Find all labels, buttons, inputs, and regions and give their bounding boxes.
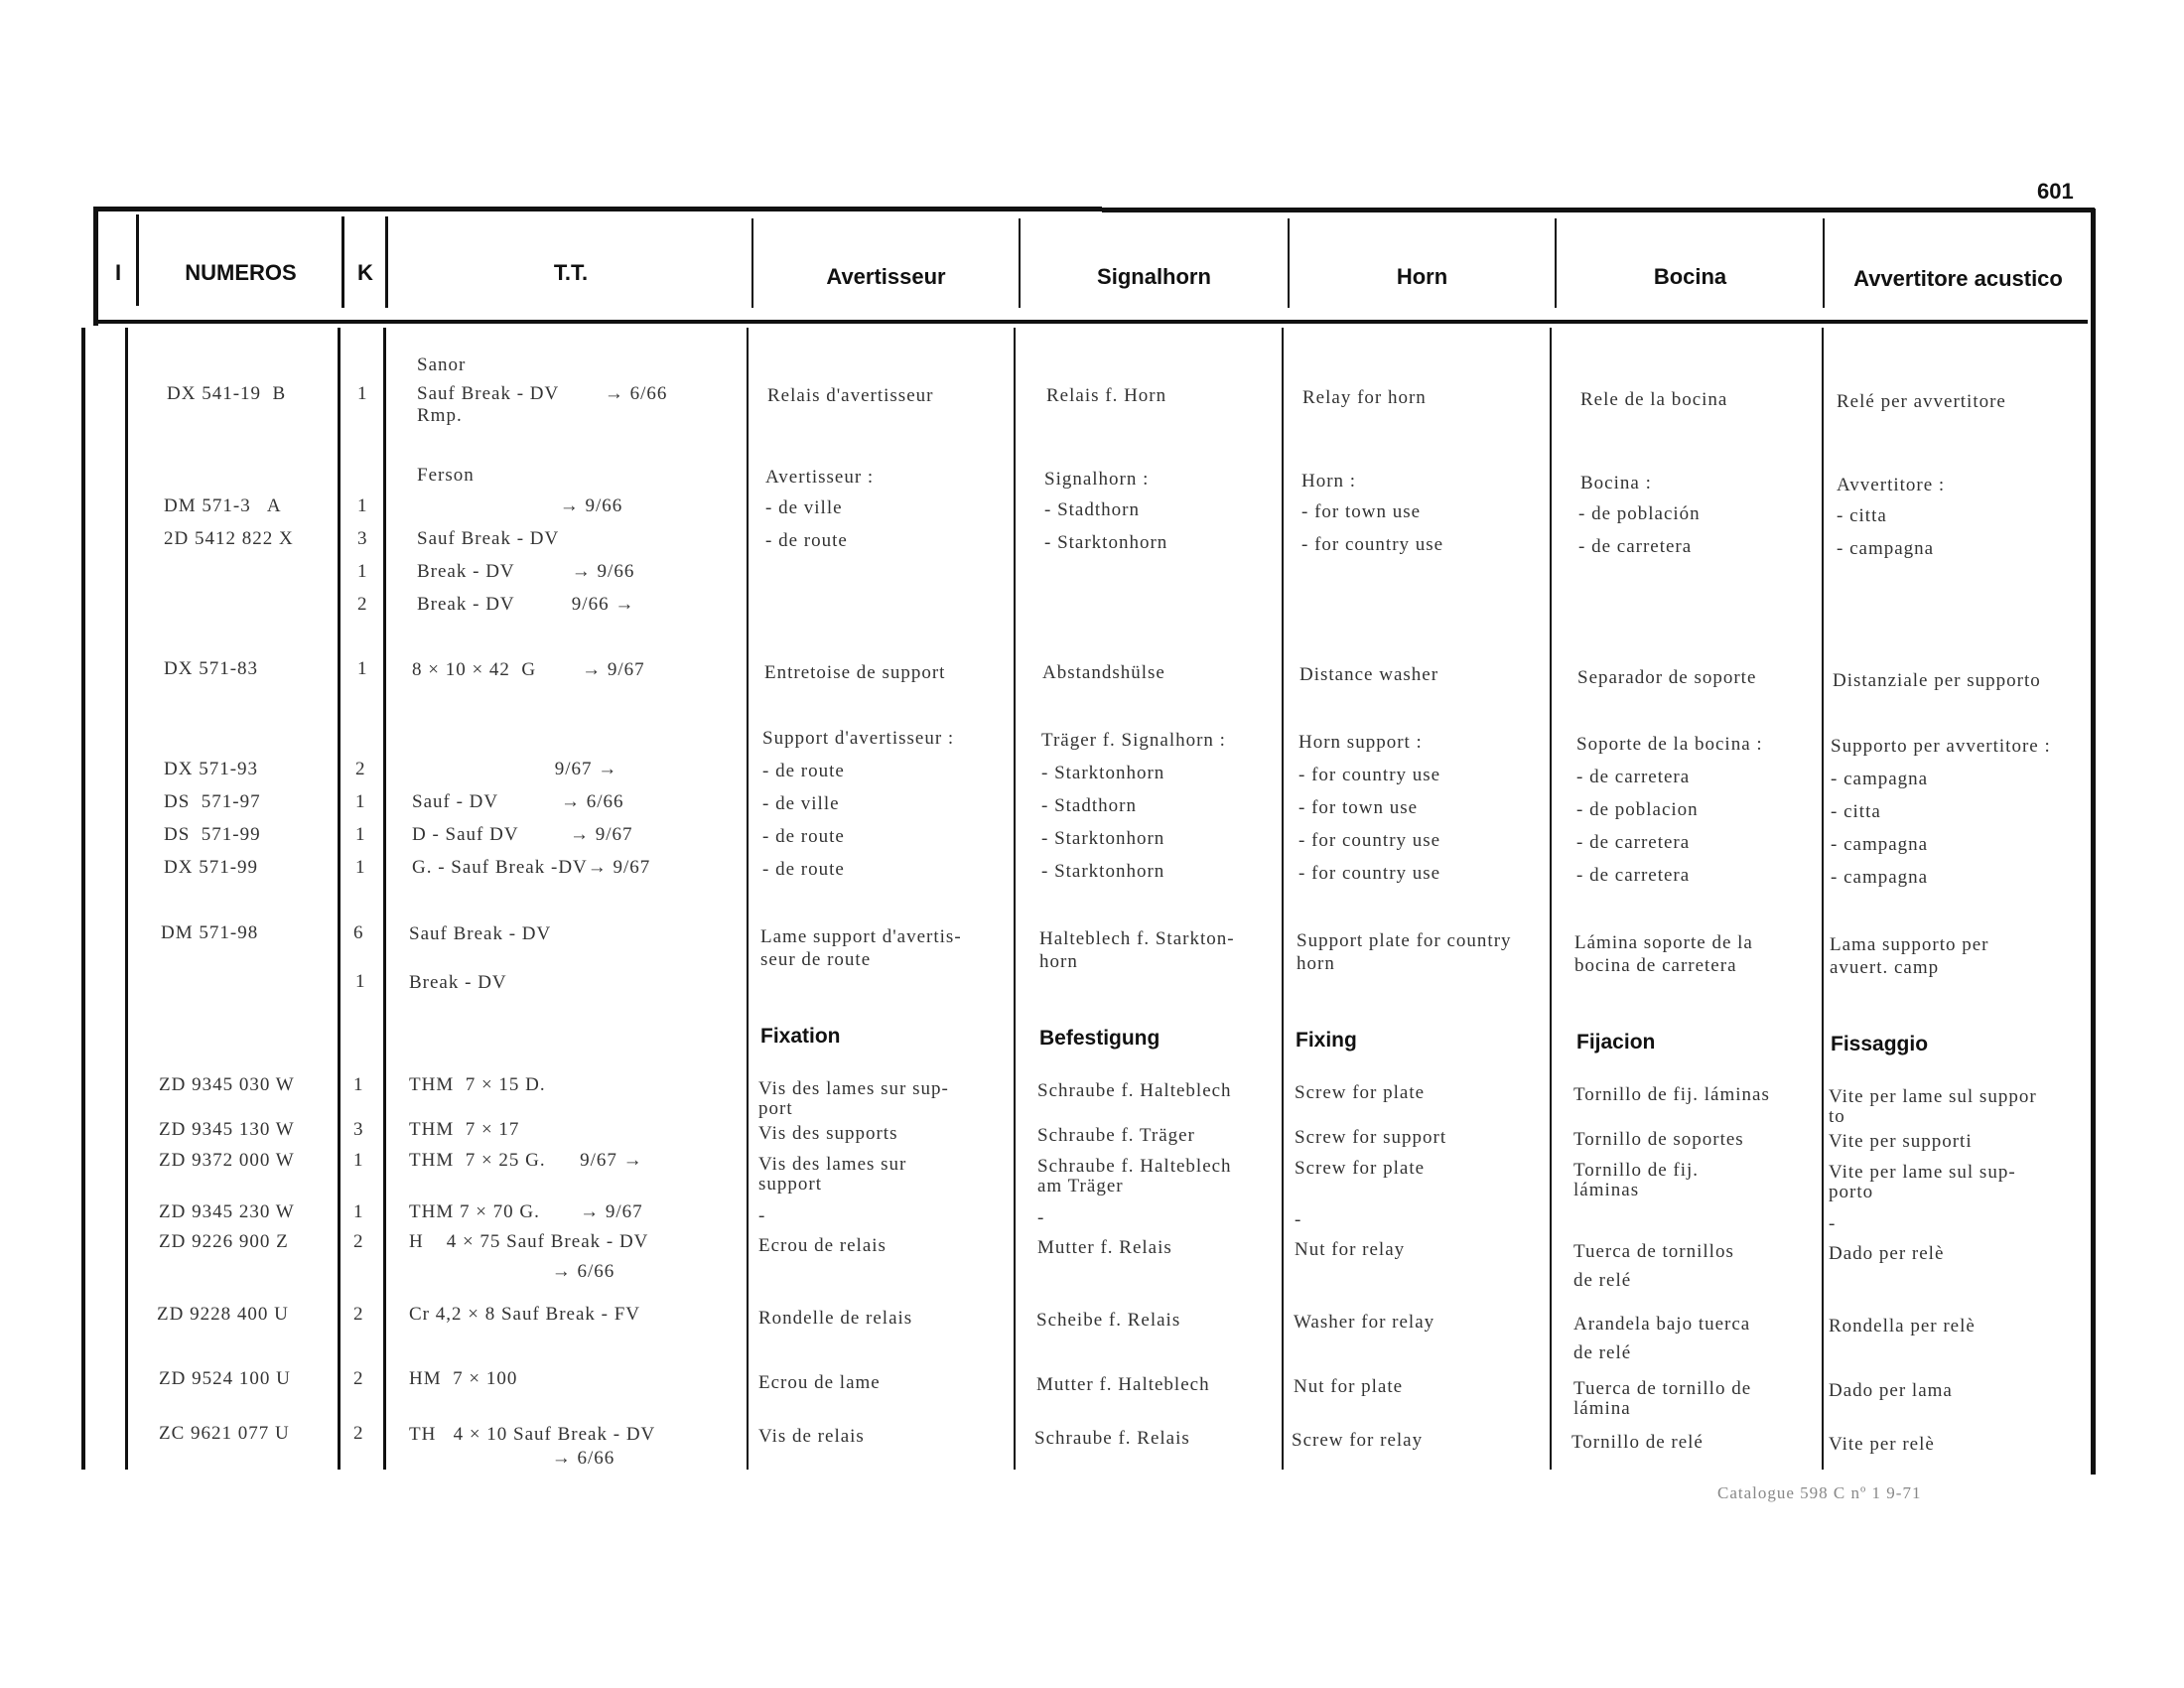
row-8-num: ZD 9372 000 W	[159, 1150, 295, 1171]
row-2-k-4: 2	[357, 594, 368, 615]
body-sep-7	[1550, 328, 1552, 1470]
row-2-es-0: Bocina :	[1580, 473, 1652, 493]
body-sep-8	[1822, 328, 1824, 1470]
section-fixation-it: Fissaggio	[1831, 1033, 1929, 1055]
row-3-de: Abstandshülse	[1042, 662, 1165, 683]
catalogue-reference: Catalogue 598 C nº 1 9-71	[1717, 1483, 1922, 1502]
right-edge	[2091, 209, 2096, 1475]
row-6-fr-1: port	[758, 1098, 793, 1119]
row-4-it-1: - campagna	[1831, 769, 1929, 789]
row-4-k-1: 2	[355, 759, 366, 779]
row-1-tt-1: Sauf Break - DV → 6/66	[417, 383, 668, 404]
row-2-fr-0: Avertisseur :	[765, 467, 875, 488]
row-5-en-1: horn	[1297, 953, 1335, 974]
row-12-es-0: Tuerca de tornillo de	[1573, 1378, 1752, 1399]
table-top-rule	[93, 207, 1102, 211]
row-5-es-0: Lámina soporte de la	[1574, 932, 1753, 953]
row-3-it: Distanziale per supporto	[1833, 670, 2041, 691]
row-2-en-1: - for town use	[1301, 501, 1422, 522]
row-2-tt-4: Break - DV 9/66 →	[417, 594, 635, 615]
header-en: Horn	[1396, 264, 1448, 289]
row-4-es-1: - de carretera	[1576, 767, 1691, 787]
row-2-fr-1: - de ville	[765, 497, 843, 518]
row-4-it-2: - citta	[1831, 801, 1881, 822]
body-sep-1	[125, 328, 128, 1470]
row-3-en: Distance washer	[1299, 664, 1439, 685]
row-4-fr-4: - de route	[762, 859, 845, 880]
row-11-es-0: Arandela bajo tuerca	[1573, 1314, 1751, 1335]
header-index: I	[114, 260, 122, 285]
row-7-de: Schraube f. Träger	[1037, 1125, 1195, 1146]
row-2-it-1: - citta	[1837, 505, 1887, 526]
row-11-fr: Rondelle de relais	[758, 1308, 913, 1329]
row-11-es-1: de relé	[1573, 1342, 1632, 1363]
row-1-tt-0: Sanor	[417, 354, 467, 375]
header-sep-5	[1019, 218, 1021, 308]
body-sep-2	[338, 328, 341, 1470]
row-11-tt: Cr 4,2 × 8 Sauf Break - FV	[409, 1304, 641, 1325]
header-es: Bocina	[1653, 264, 1727, 289]
row-6-it-0: Vite per lame sul suppor	[1829, 1086, 2037, 1107]
row-4-it-3: - campagna	[1831, 834, 1929, 855]
row-4-de-1: - Starktonhorn	[1041, 763, 1165, 783]
row-4-k-3: 1	[355, 824, 366, 845]
row-7-es: Tornillo de soportes	[1573, 1129, 1744, 1150]
row-1-fr: Relais d'avertisseur	[767, 385, 934, 406]
row-2-es-1: - de población	[1578, 503, 1701, 524]
body-sep-6	[1282, 328, 1284, 1470]
left-edge-top	[93, 207, 98, 326]
row-5-de-1: horn	[1039, 951, 1078, 972]
row-6-es: Tornillo de fij. láminas	[1573, 1084, 1770, 1105]
row-2-en-0: Horn :	[1301, 471, 1357, 492]
row-5-en-0: Support plate for country	[1297, 930, 1512, 951]
row-10-tt-0: H 4 × 75 Sauf Break - DV	[409, 1231, 649, 1252]
row-5-es-1: bocina de carretera	[1574, 955, 1737, 976]
row-8-k: 1	[353, 1150, 364, 1171]
row-8-fr-1: support	[758, 1174, 822, 1195]
row-4-tt-2: Sauf - DV → 6/66	[412, 791, 624, 812]
row-4-en-2: - for town use	[1298, 797, 1419, 818]
row-4-num-4: DX 571-99	[164, 857, 259, 878]
row-10-tt-1: → 6/66	[409, 1261, 615, 1282]
row-4-de-2: - Stadthorn	[1041, 795, 1137, 816]
row-1-it: Relé per avvertitore	[1837, 391, 2006, 412]
section-fixation-es: Fijacion	[1576, 1031, 1656, 1054]
row-6-de: Schraube f. Halteblech	[1037, 1080, 1232, 1101]
row-5-it-1: avuert. camp	[1830, 957, 1940, 978]
row-2-tt-1: → 9/66	[417, 495, 623, 516]
row-12-en: Nut for plate	[1294, 1376, 1404, 1397]
row-8-es-1: láminas	[1573, 1180, 1640, 1200]
body-sep-5	[1014, 328, 1016, 1470]
row-6-it-1: to	[1829, 1106, 1845, 1127]
row-7-en: Screw for support	[1295, 1127, 1447, 1148]
row-3-num: DX 571-83	[164, 658, 259, 679]
row-10-k: 2	[353, 1231, 364, 1252]
row-4-it-4: - campagna	[1831, 867, 1929, 888]
row-3-fr: Entretoise de support	[764, 662, 946, 683]
row-8-en: Screw for plate	[1295, 1158, 1426, 1179]
header-sep-3	[385, 216, 388, 308]
row-13-de: Schraube f. Relais	[1034, 1428, 1190, 1449]
header-sep-2	[341, 216, 344, 308]
row-11-k: 2	[353, 1304, 364, 1325]
row-2-num-1: DM 571-3 A	[164, 495, 282, 516]
row-13-fr: Vis de relais	[758, 1426, 865, 1447]
row-8-de-1: am Träger	[1037, 1176, 1124, 1196]
row-9-tt: THM 7 × 70 G. → 9/67	[409, 1201, 643, 1222]
row-4-es-4: - de carretera	[1576, 865, 1691, 886]
row-4-fr-1: - de route	[762, 761, 845, 781]
row-4-de-3: - Starktonhorn	[1041, 828, 1165, 849]
page-number: 601	[2037, 179, 2074, 204]
row-7-tt: THM 7 × 17	[409, 1119, 520, 1140]
row-5-it-0: Lama supporto per	[1830, 934, 1989, 955]
row-12-k: 2	[353, 1368, 364, 1389]
row-10-de: Mutter f. Relais	[1037, 1237, 1172, 1258]
body-sep-3	[383, 328, 386, 1470]
row-2-es-2: - de carretera	[1578, 536, 1693, 557]
row-2-de-0: Signalhorn :	[1044, 469, 1150, 490]
row-4-en-1: - for country use	[1298, 765, 1441, 785]
row-2-it-2: - campagna	[1837, 538, 1935, 559]
row-2-tt-2: Sauf Break - DV	[417, 528, 560, 549]
row-3-tt: 8 × 10 × 42 G → 9/67	[412, 659, 645, 680]
section-fixation-en: Fixing	[1296, 1029, 1357, 1052]
row-4-en-4: - for country use	[1298, 863, 1441, 884]
row-2-k-2: 3	[357, 528, 368, 549]
row-4-num-2: DS 571-97	[164, 791, 261, 812]
table-top-rule-right	[1102, 208, 2095, 212]
row-12-es-1: lámina	[1573, 1398, 1631, 1419]
row-6-k: 1	[353, 1074, 364, 1095]
row-4-en-0: Horn support :	[1298, 732, 1423, 753]
row-11-en: Washer for relay	[1294, 1312, 1435, 1333]
row-4-it-0: Supporto per avvertitore :	[1831, 736, 2051, 757]
row-2-tt-0: Ferson	[417, 465, 475, 486]
row-2-de-2: - Starktonhorn	[1044, 532, 1168, 553]
row-4-fr-0: Support d'avertisseur :	[762, 728, 955, 749]
section-fixation-de: Befestigung	[1039, 1027, 1160, 1050]
row-12-tt: HM 7 × 100	[409, 1368, 518, 1389]
row-4-num-3: DS 571-99	[164, 824, 261, 845]
row-2-fr-2: - de route	[765, 530, 848, 551]
row-7-it: Vite per supporti	[1829, 1131, 1973, 1152]
row-9-en: -	[1295, 1209, 1302, 1230]
body-sep-4	[747, 328, 749, 1470]
row-11-num: ZD 9228 400 U	[157, 1304, 289, 1325]
row-1-tt-2: Rmp.	[417, 405, 463, 426]
row-6-fr-0: Vis des lames sur sup-	[758, 1078, 949, 1099]
header-it: Avvertitore acustico	[1853, 266, 2063, 291]
row-13-es: Tornillo de relé	[1571, 1432, 1704, 1453]
header-sep-8	[1823, 218, 1825, 308]
row-12-de: Mutter f. Halteblech	[1036, 1374, 1210, 1395]
row-4-es-0: Soporte de la bocina :	[1576, 734, 1763, 755]
header-sep-4	[751, 218, 753, 308]
row-5-de-0: Halteblech f. Starkton-	[1039, 928, 1235, 949]
row-1-es: Rele de la bocina	[1580, 389, 1728, 410]
row-6-num: ZD 9345 030 W	[159, 1074, 295, 1095]
row-4-k-2: 1	[355, 791, 366, 812]
row-10-fr: Ecrou de relais	[758, 1235, 887, 1256]
row-8-tt: THM 7 × 25 G. 9/67 →	[409, 1150, 643, 1171]
row-4-fr-3: - de route	[762, 826, 845, 847]
row-8-it-1: porto	[1829, 1182, 1874, 1202]
row-9-de: -	[1037, 1207, 1045, 1228]
row-1-k: 1	[357, 383, 368, 404]
header-sep-1	[136, 214, 139, 306]
row-8-es-0: Tornillo de fij.	[1573, 1160, 1700, 1181]
section-fixation-fr: Fixation	[760, 1025, 841, 1048]
row-5-num: DM 571-98	[161, 922, 259, 943]
row-13-tt-0: TH 4 × 10 Sauf Break - DV	[409, 1424, 656, 1445]
row-2-it-0: Avvertitore :	[1837, 475, 1946, 495]
row-10-en: Nut for relay	[1295, 1239, 1406, 1260]
row-1-num: DX 541-19 B	[167, 383, 287, 404]
row-12-num: ZD 9524 100 U	[159, 1368, 291, 1389]
row-4-k-4: 1	[355, 857, 366, 878]
row-5-fr-1: seur de route	[760, 949, 872, 970]
row-10-it: Dado per relè	[1829, 1243, 1945, 1264]
row-12-it: Dado per lama	[1829, 1380, 1953, 1401]
row-4-tt-4: G. - Sauf Break -DV→ 9/67	[412, 857, 651, 878]
row-7-num: ZD 9345 130 W	[159, 1119, 295, 1140]
row-2-num-2: 2D 5412 822 X	[164, 528, 294, 549]
row-13-k: 2	[353, 1423, 364, 1444]
row-1-en: Relay for horn	[1302, 387, 1427, 408]
row-4-es-3: - de carretera	[1576, 832, 1691, 853]
row-4-de-0: Träger f. Signalhorn :	[1041, 730, 1226, 751]
header-numeros: NUMEROS	[185, 260, 297, 285]
header-sep-7	[1555, 218, 1557, 308]
row-11-de: Scheibe f. Relais	[1036, 1310, 1181, 1331]
row-8-fr-0: Vis des lames sur	[758, 1154, 907, 1175]
row-9-k: 1	[353, 1201, 364, 1222]
row-3-k: 1	[357, 658, 368, 679]
row-2-k-1: 1	[357, 495, 368, 516]
row-8-de-0: Schraube f. Halteblech	[1037, 1156, 1232, 1177]
row-2-de-1: - Stadthorn	[1044, 499, 1140, 520]
row-2-k-3: 1	[357, 561, 368, 582]
row-6-en: Screw for plate	[1295, 1082, 1426, 1103]
row-4-tt-3: D - Sauf DV → 9/67	[412, 824, 633, 845]
header-fr: Avertisseur	[826, 264, 946, 289]
row-5-fr-0: Lame support d'avertis-	[760, 926, 962, 947]
row-3-es: Separador de soporte	[1577, 667, 1757, 688]
row-13-it: Vite per relè	[1829, 1434, 1935, 1455]
row-4-es-2: - de poblacion	[1576, 799, 1699, 820]
header-bottom-rule	[97, 320, 2088, 324]
row-9-num: ZD 9345 230 W	[159, 1201, 295, 1222]
row-5-tt-0: Sauf Break - DV	[409, 923, 552, 944]
row-10-num: ZD 9226 900 Z	[159, 1231, 289, 1252]
row-5-k-0: 6	[353, 922, 364, 943]
row-7-fr: Vis des supports	[758, 1123, 898, 1144]
row-10-es-0: Tuerca de tornillos	[1573, 1241, 1734, 1262]
header-k: K	[357, 260, 373, 285]
row-8-it-0: Vite per lame sul sup-	[1829, 1162, 2016, 1183]
row-6-tt: THM 7 × 15 D.	[409, 1074, 546, 1095]
row-12-fr: Ecrou de lame	[758, 1372, 881, 1393]
row-5-k-1: 1	[355, 971, 366, 992]
header-sep-6	[1288, 218, 1290, 308]
row-5-tt-1: Break - DV	[409, 972, 507, 993]
row-10-es-1: de relé	[1573, 1270, 1632, 1291]
row-2-en-2: - for country use	[1301, 534, 1444, 555]
row-13-tt-1: → 6/66	[409, 1448, 615, 1469]
row-13-num: ZC 9621 077 U	[159, 1423, 290, 1444]
row-13-en: Screw for relay	[1292, 1430, 1424, 1451]
row-1-de: Relais f. Horn	[1046, 385, 1167, 406]
row-4-en-3: - for country use	[1298, 830, 1441, 851]
row-9-it: -	[1829, 1213, 1837, 1234]
header-tt: T.T.	[553, 260, 589, 285]
row-11-it: Rondella per relè	[1829, 1316, 1976, 1336]
row-4-de-4: - Starktonhorn	[1041, 861, 1165, 882]
header-de: Signalhorn	[1097, 264, 1211, 289]
row-7-k: 3	[353, 1119, 364, 1140]
row-4-fr-2: - de ville	[762, 793, 840, 814]
left-edge-body	[81, 328, 85, 1470]
row-4-num-1: DX 571-93	[164, 759, 259, 779]
row-2-tt-3: Break - DV → 9/66	[417, 561, 635, 582]
row-9-fr: -	[758, 1205, 766, 1226]
row-4-tt-1: 9/67 →	[412, 759, 618, 779]
